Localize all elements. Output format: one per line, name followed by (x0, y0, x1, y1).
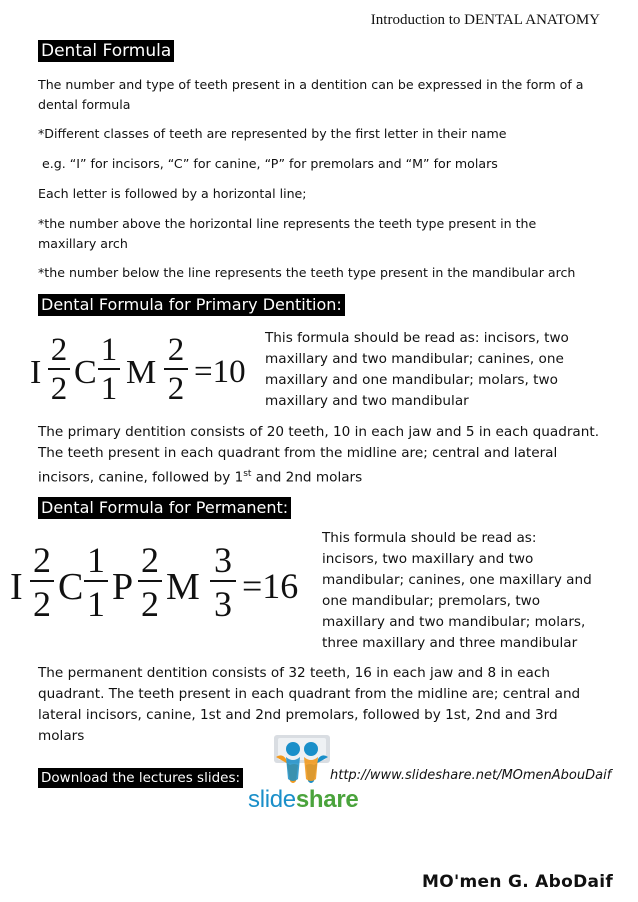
fraction-numerator: 2 (33, 540, 51, 580)
paragraph-mandibular: *the number below the line represents the teeth type present in the mandibular arch (38, 265, 576, 280)
primary-description-text: The primary dentition consists of 20 teeth, 10 in each jaw and 5 in each quadrant. The teeth present in each quadrant from the midline are; central and lateral incisors, canine, followed by 1 (38, 424, 600, 486)
formula-fraction-molars (164, 332, 188, 408)
author-signature: MO'men G. AboDaif (422, 872, 614, 892)
fraction-denominator: 1 (100, 371, 118, 407)
formula-letter-i: I (30, 354, 42, 391)
permanent-description: The permanent dentition consists of 32 teeth, 16 in each jaw and 8 in each quadrant. The teeth present in each quadrant from the midline are; central and lateral incisors, canine, 1st and 2nd premolars, followed by 1st, 2nd and 3rd molars (38, 665, 581, 744)
download-label: Download the lectures slides: (38, 768, 243, 788)
formula-fraction-molars (210, 540, 236, 626)
wordmark-share: share (295, 786, 359, 813)
slideshare-wordmark (248, 787, 358, 813)
primary-description-end: and 2nd molars (251, 469, 363, 486)
paragraph-maxillary: *the number above the horizontal line represents the teeth type present in the maxillary arch (38, 216, 537, 251)
formula-letter-p: P (112, 566, 134, 608)
slideshare-url-link[interactable]: http://www.slideshare.net/MOmenAbouDaif (330, 768, 612, 783)
fraction-numerator: 2 (141, 540, 159, 580)
permanent-read-as: This formula should be read as: incisors, two maxillary and two mandibular; canines, one maxillary and one mandibular; premolars, two maxillary and two mandibular; molars, three maxillary and three mandibular (322, 530, 592, 651)
formula-fraction-incisors (48, 332, 70, 408)
formula-letter-c: C (58, 566, 84, 608)
paragraph-example: e.g. “I” for incisors, “C” for canine, “P” for premolars and “M” for molars (38, 156, 498, 171)
formula-fraction-canines (98, 332, 120, 408)
paragraph-horizontal-line: Each letter is followed by a horizontal line; (38, 186, 307, 201)
fraction-denominator: 2 (167, 371, 185, 407)
superscript-st: st (243, 469, 252, 479)
fraction-numerator: 2 (50, 332, 68, 368)
fraction-denominator: 2 (33, 584, 51, 624)
fraction-numerator: 1 (87, 540, 105, 580)
fraction-numerator: 3 (214, 540, 232, 580)
slideshare-people-icon (272, 733, 332, 785)
fraction-denominator: 3 (214, 584, 232, 624)
formula-letter-i: I (10, 566, 23, 608)
formula-fraction-premolars (138, 540, 162, 626)
formula-fraction-canines (84, 540, 108, 626)
section-heading-primary: Dental Formula for Primary Dentition: (38, 294, 345, 316)
fraction-denominator: 2 (141, 584, 159, 624)
formula-result: =16 (242, 566, 299, 606)
fraction-denominator: 1 (87, 584, 105, 624)
formula-letter-c: C (74, 354, 97, 391)
section-heading-permanent: Dental Formula for Permanent: (38, 497, 291, 519)
formula-fraction-incisors (30, 540, 54, 626)
fraction-denominator: 2 (50, 371, 68, 407)
fraction-numerator: 1 (100, 332, 118, 368)
fraction-numerator: 2 (167, 332, 185, 368)
document-header: Introduction to DENTAL ANATOMY (370, 12, 600, 28)
section-heading-dental-formula: Dental Formula (38, 40, 174, 62)
formula-letter-m: M (166, 566, 200, 608)
primary-dental-formula (28, 332, 263, 414)
paragraph-intro: The number and type of teeth present in a dentition can be expressed in the form of a dental formula (38, 77, 584, 112)
permanent-dental-formula (10, 540, 320, 635)
primary-read-as: This formula should be read as: incisors, two maxillary and two mandibular; canines, one maxillary and one mandibular; molars, two maxillary and two mandibular (265, 330, 569, 409)
paragraph-classes: *Different classes of teeth are represented by the first letter in their name (38, 126, 507, 141)
primary-description (38, 422, 604, 489)
formula-letter-m: M (126, 354, 157, 391)
formula-result: =10 (194, 354, 246, 390)
wordmark-slide: slide (248, 786, 296, 813)
